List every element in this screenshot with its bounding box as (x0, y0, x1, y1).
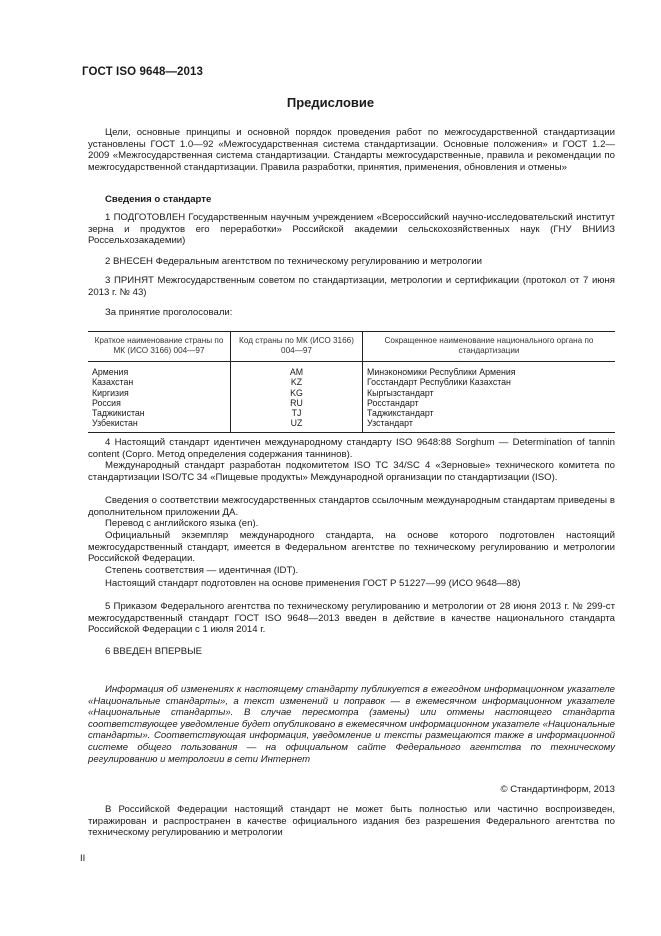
table-row (88, 362, 615, 378)
country-cell: Россия (88, 398, 231, 408)
table-row (88, 408, 615, 418)
country-cell: Киргизия (88, 388, 231, 398)
item-4f-paragraph: Настоящий стандарт подготовлен на основе применения ГОСТ Р 51227—99 (ИСО 9648—88) (105, 578, 521, 589)
item-4a-paragraph: Международный стандарт разработан подкомитетом ISO TC 34/SC 4 «Зерновые» технического комитета по стандартизации ISO/TC 34 «Пищевые продукты» Международной организации по стандартизации (ISO). (88, 460, 615, 483)
reproduction-notice: В Российской Федерации настоящий стандарт не может быть полностью или частично воспроизведен, тиражирован и распространен в качестве официального издания без разрешения Федерального агентства по техническому регулированию и метрологии (88, 804, 615, 839)
body-cell: Росстандарт (367, 397, 419, 408)
country-cell: Армения (88, 362, 231, 378)
item-4c-paragraph: Перевод с английского языка (en). (105, 518, 259, 529)
item-4-paragraph: 4 Настоящий стандарт идентичен международному стандарту ISO 9648:88 Sorghum — Determination of tannin content (Сорго. Метод определения содержания таннинов). (88, 437, 615, 460)
column-header-body: Сокращенное наименование национального органа по стандартизации (363, 332, 616, 362)
country-cell: Казахстан (88, 377, 231, 387)
page-title: Предисловие (286, 95, 375, 110)
item-6-paragraph: 6 ВВЕДЕН ВПЕРВЫЕ (105, 646, 203, 657)
code-cell: UZ (231, 418, 363, 432)
item-4d-paragraph: Официальный экземпляр международного стандарта, на основе которого подготовлен настоящий межгосударственный стандарт, имеется в Федеральном агентстве по техническому регулированию и метрологии Российской Федерации. (88, 530, 615, 565)
vote-intro: За принятие проголосовали: (105, 307, 233, 318)
country-cell: Узбекистан (88, 418, 231, 432)
table-row (88, 398, 615, 408)
item-1-paragraph: 1 ПОДГОТОВЛЕН Государственным научным учреждением «Всероссийский научно-исследовательский институт зерна и продуктов его переработки» Российской академии сельскохозяйственных наук (ГНУ ВНИИЗ Россельхозакадемии) (88, 212, 615, 247)
table-row (88, 388, 615, 398)
copyright-line: © Стандартинформ, 2013 (500, 784, 615, 795)
column-header-country: Краткое наименование страны по МК (ИСО 3166) 004—97 (88, 332, 231, 362)
code-cell: AM (231, 362, 363, 378)
body-cell: Таджикстандарт (367, 408, 434, 419)
standard-code-header: ГОСТ ISO 9648—2013 (82, 66, 204, 78)
item-2-paragraph: 2 ВНЕСЕН Федеральным агентством по техническому регулированию и метрологии (105, 256, 483, 267)
code-cell: TJ (231, 408, 363, 418)
country-cell: Таджикистан (88, 408, 231, 418)
voting-table (88, 331, 615, 433)
body-cell: Минэкономики Республики Армения (367, 367, 516, 377)
item-3-paragraph: 3 ПРИНЯТ Межгосударственным советом по стандартизации, метрологии и сертификации (протокол от 7 июня 2013 г. № 43) (88, 275, 615, 298)
code-cell: KG (231, 388, 363, 398)
info-heading: Сведения о стандарте (105, 194, 212, 205)
body-cell: Узстандарт (363, 418, 616, 432)
code-cell: RU (231, 398, 363, 408)
page-number: II (80, 853, 86, 864)
item-4e-paragraph: Степень соответствия — идентичная (IDT). (105, 565, 299, 576)
body-cell: Кыргызстандарт (367, 387, 434, 398)
body-cell: Госстандарт Республики Казахстан (367, 377, 511, 388)
table-row (88, 377, 615, 387)
intro-paragraph: Цели, основные принципы и основной порядок проведения работ по межгосударственной стандартизации установлены ГОСТ 1.0—92 «Межгосударственная система стандартизации. Основные положения» и ГОСТ 1.2—2009 «Межгосударственная система стандартизации. Стандарты межгосударственные, правила и рекомендации по межгосударственной стандартизации. Правила разработки, принятия, применения, обновления и отмены» (88, 127, 615, 173)
amendments-notice: Информация об изменениях к настоящему стандарту публикуется в ежегодном информационном указателе «Национальные стандарты», а текст изменений и поправок — в ежемесячном информационном указателе «Национальные стандарты». В случае пересмотра (замены) или отмены настоящего стандарта соответствующее уведомление будет опубликовано в ежемесячном информационном указателе «Национальные стандарты». Соответствующая информация, уведомление и тексты размещаются также в информационной системе общего пользования — на официальном сайте Федерального агентства по техническому регулированию и метрологии в сети Интернет (88, 684, 615, 765)
code-cell: KZ (231, 377, 363, 387)
column-header-code: Код страны по МК (ИСО 3166) 004—97 (231, 332, 363, 362)
table-header-row (88, 332, 615, 362)
table-row (88, 418, 615, 432)
item-5-paragraph: 5 Приказом Федерального агентства по техническому регулированию и метрологии от 28 июня 2013 г. № 299-ст межгосударственный стандарт ГОСТ ISO 9648—2013 введен в действие в качестве национального стандарта Российской Федерации с 1 июля 2014 г. (88, 601, 615, 636)
item-4b-paragraph: Сведения о соответствии межгосударственных стандартов ссылочным международным стандартам приведены в дополнительном приложении ДА. (88, 495, 615, 518)
